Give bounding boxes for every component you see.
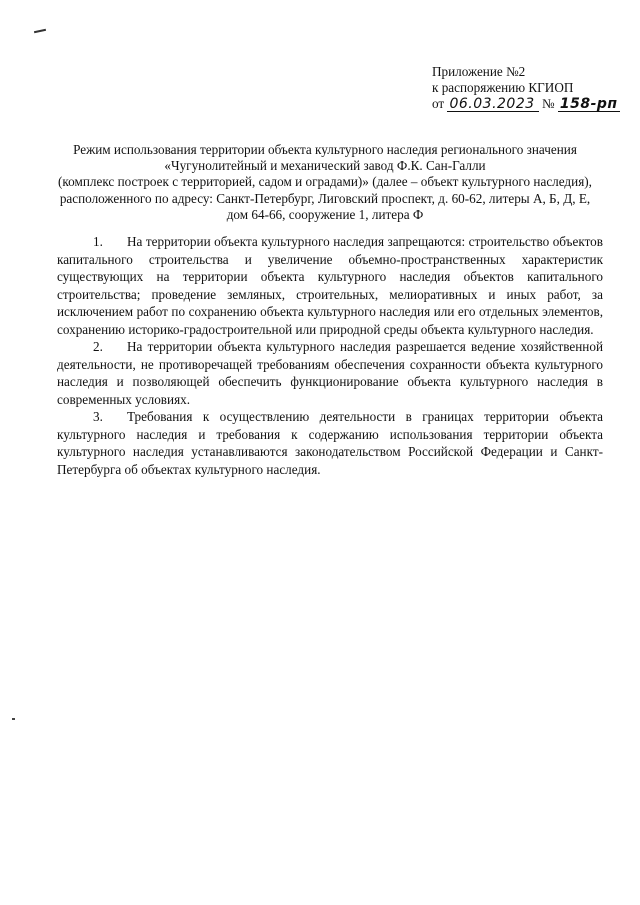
paragraph-text: Требования к осуществлению деятельности в границах территории объекта культурного наследия и требования к содержанию использования территории объекта культурного наследия устанавливаются законодательством Российской Федерации и Санкт-Петербурга об объектах культурного наследия.: [57, 409, 603, 477]
annex-header: [432, 64, 620, 112]
title-line: «Чугунолитейный и механический завод Ф.К. Сан-Галли: [164, 158, 486, 174]
number-prefix: №: [541, 96, 555, 111]
paragraph-number: 2.: [93, 339, 103, 354]
paragraph-number: 1.: [93, 234, 103, 249]
title-line: (комплекс построек с территорией, садом и оградами)» (далее – объект культурного наследия),: [58, 174, 592, 190]
title-line: Режим использования территории объекта культурного наследия регионального значения: [73, 142, 577, 157]
handwritten-number: 158-рп: [559, 96, 618, 112]
paragraph-number: 3.: [93, 409, 103, 424]
document-title: [50, 142, 600, 223]
title-line: дом 64-66, сооружение 1, литера Ф: [226, 206, 424, 222]
annex-title: Приложение №2: [432, 64, 526, 79]
scan-artifact-mark: [34, 29, 46, 33]
annex-order-ref: к распоряжению КГИОП: [432, 80, 574, 95]
annex-date-line: [432, 96, 620, 112]
paragraph-2: [57, 338, 603, 408]
scan-artifact-dot: [12, 718, 15, 720]
document-body: [57, 233, 603, 478]
title-line: расположенного по адресу: Санкт-Петербург, Лиговский проспект, д. 60-62, литеры А, Б, Д, Е,: [59, 190, 591, 206]
date-prefix: от: [432, 96, 445, 111]
paragraph-3: [57, 408, 603, 478]
paragraph-text: На территории объекта культурного наследия разрешается ведение хозяйственной деятельности, не противоречащей требованиям обеспечения сохранности объекта культурного наследия и позволяющей обеспечить функционирование объекта культурного наследия в современных условиях.: [57, 339, 603, 407]
handwritten-date: 06.03.2023: [447, 97, 538, 112]
paragraph-text: На территории объекта культурного наследия запрещаются: строительство объектов капитального строительства и увеличение объемно-пространственных характеристик существующих на территории объекта культурного наследия объектов капитального строительства; проведение земляных, строительных, мелиоративных и иных работ, за исключением работ по сохранению объекта культурного наследия или его отдельных элементов, сохранению историко-градостроительной или природной среды объекта культурного наследия.: [57, 234, 603, 337]
paragraph-1: [57, 233, 603, 338]
